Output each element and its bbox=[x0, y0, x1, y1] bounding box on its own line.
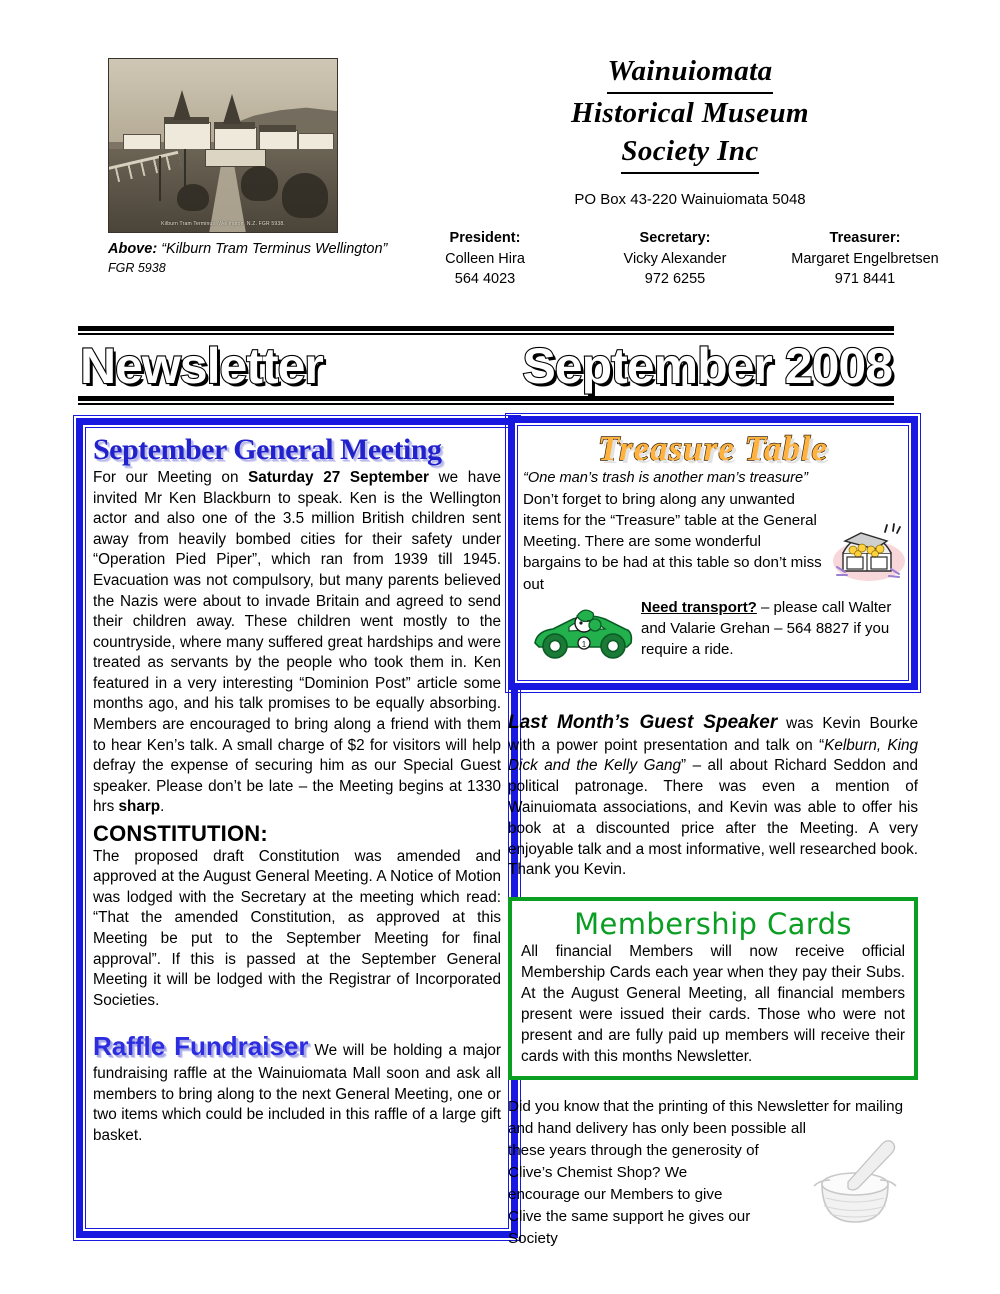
transport-label: Need transport? bbox=[641, 598, 757, 616]
meeting-body-part-2: we have invited Mr Ken Blackburn to speak. Ken is the Wellington actor and also one of the 3.5 million British children sent away from heavily bombed cities for their safety under “Operation Pied Piper”, which ran from 1939 till 1945. Evacuation was not compulsory, but many parents believed the Nazis were about to invade Britain and agreed to send their children away. These children went mostly to the countryside, where many suffered great hardships and were treated as servants by the people who took them in. Ken featured in a very interesting “Dominion Post” article some months ago, and his talk promises to be equally absorbing. Members are encouraged to bring along a friend with them to hear Ken’s talk. A small charge of $2 for visitors will help defray the expense of securing him as our Special Guest speaker. Please don’t be late – the Meeting begins at 1330 hrs bbox=[93, 469, 501, 816]
guest-speaker-body-1: was Kevin Bourke with a power point presentation and talk on “ bbox=[508, 714, 918, 754]
officer-phone: 972 6255 bbox=[644, 271, 706, 288]
treasure-table-content bbox=[515, 423, 911, 683]
guest-speaker-section bbox=[508, 710, 918, 881]
left-column-content bbox=[83, 425, 511, 1156]
newsletter-banner bbox=[78, 326, 894, 405]
treasure-body: Don’t forget to bring along any unwanted items for the “Treasure” table at the General Meeting. There are some wonderful bargains to be had at this table so don’t miss out bbox=[523, 491, 822, 593]
membership-cards-box bbox=[508, 897, 918, 1080]
photo-embedded-caption: Kilburn Tram Terminus, Wellington. N.Z. FGR 5938. bbox=[161, 221, 285, 227]
raffle-body: We will be holding a major fundraising raffle at the Wainuiomata Mall soon and ask all members to bring along to the next General Meeting, one or two items which could be included in this raffle of a large gift basket. bbox=[93, 1042, 501, 1144]
banner-rule-bottom-thick bbox=[78, 396, 894, 401]
banner-issue-date: September 2008 bbox=[522, 338, 892, 394]
officer-treasurer bbox=[770, 228, 960, 290]
membership-cards-body: All financial Members will now receive official Membership Cards each year when they pay their Subs. At the August General Meeting, all financial members present were issued their cards. Those who were not present and are fully paid up members will receive their cards with this months Newsletter. bbox=[521, 942, 905, 1066]
raffle-body-wrap bbox=[93, 1029, 501, 1146]
banner-row bbox=[78, 338, 894, 394]
meeting-sharp: sharp bbox=[118, 798, 161, 816]
officer-president bbox=[390, 228, 580, 290]
guest-speaker-body-2: ” – all about Richard Seddon and political patronage. There was even a mention of Wainuiomata associations, and Kevin was able to offer his book at a discounted price after the Meeting. A very enjoyable talk and a most informative, well researched book. Thank you Kevin. bbox=[508, 757, 918, 879]
treasure-table-box bbox=[508, 416, 918, 690]
organisation-title bbox=[430, 52, 950, 174]
constitution-heading: CONSTITUTION: bbox=[93, 820, 268, 846]
raffle-fundraiser-heading: Raffle Fundraiser bbox=[93, 1031, 309, 1062]
transport-text bbox=[641, 597, 903, 660]
svg-text:1: 1 bbox=[581, 639, 587, 649]
membership-cards-heading: Membership Cards bbox=[574, 907, 852, 942]
guest-speaker-heading: Last Month’s Guest Speaker bbox=[508, 711, 778, 733]
green-car-icon bbox=[529, 601, 637, 663]
transport-section bbox=[523, 597, 903, 675]
officer-secretary bbox=[580, 228, 770, 290]
org-title-line-3: Society Inc bbox=[621, 132, 758, 174]
photo-block bbox=[108, 58, 388, 276]
mortar-and-pestle-icon bbox=[796, 1136, 914, 1232]
organisation-title-block bbox=[430, 52, 950, 208]
officer-name: Colleen Hira bbox=[445, 250, 525, 267]
banner-rule-bottom-thin bbox=[78, 403, 894, 405]
officer-phone: 564 4023 bbox=[454, 271, 516, 288]
meeting-date: Saturday 27 September bbox=[248, 469, 429, 487]
photo-caption-title: “Kilburn Tram Terminus Wellington” bbox=[161, 241, 388, 257]
officer-role: Treasurer: bbox=[829, 230, 901, 246]
officer-role: Secretary: bbox=[639, 230, 711, 246]
constitution-body: The proposed draft Constitution was amended and approved at the August General Meeting. A Notice of Motion was lodged with the Secretary at the meeting which read: “That the amended Constitution, as approved at this Meeting be put to the September Meeting for final approval”. If this is passed at the September General Meeting it will be lodged with the Registrar of Incorporated Societies. bbox=[93, 847, 501, 1009]
meeting-body-part-1: For our Meeting on bbox=[93, 469, 249, 487]
right-column bbox=[508, 416, 918, 1250]
photo-credit: FGR 5938 bbox=[108, 260, 166, 275]
org-title-line-2: Historical Museum bbox=[570, 96, 810, 129]
historic-photo bbox=[108, 58, 338, 233]
meeting-body bbox=[93, 468, 501, 818]
banner-rule-top-thick bbox=[78, 326, 894, 331]
masthead bbox=[0, 0, 1000, 305]
photo-tram-shelter bbox=[205, 149, 266, 167]
guest-speaker-book-title: Kelburn, King Dick and the Kelly Gang bbox=[508, 736, 919, 775]
treasure-chest-icon bbox=[825, 519, 909, 585]
clive-chemist-section bbox=[508, 1096, 918, 1250]
officer-role: President: bbox=[449, 230, 521, 246]
left-column bbox=[76, 418, 518, 1238]
left-column-box bbox=[76, 418, 518, 1238]
meeting-body-part-3: . bbox=[160, 798, 165, 816]
photo-caption bbox=[108, 240, 388, 260]
postal-address: PO Box 43-220 Wainuiomata 5048 bbox=[574, 190, 806, 208]
officers-list bbox=[390, 228, 960, 290]
treasure-table-heading: Treasure Table bbox=[597, 429, 829, 468]
photo-caption-label: Above: bbox=[108, 241, 158, 257]
banner-title: Newsletter bbox=[80, 338, 323, 394]
treasure-quote: “One man’s trash is another man’s treasure” bbox=[523, 470, 808, 487]
org-title-line-1: Wainuiomata bbox=[607, 52, 772, 94]
september-general-meeting-heading: September General Meeting bbox=[93, 433, 442, 466]
raffle-section bbox=[93, 1029, 501, 1146]
officer-phone: 971 8441 bbox=[834, 271, 896, 288]
officer-name: Margaret Engelbretsen bbox=[791, 250, 939, 267]
banner-rule-top-thin bbox=[78, 333, 894, 335]
clive-body-narrow: these years through the generosity of Clive’s Chemist Shop? We encourage our Members to give Clive the same support he gives our Society bbox=[508, 1142, 759, 1248]
officer-name: Vicky Alexander bbox=[623, 250, 727, 267]
transport-body: – please call Walter and Valarie Grehan – 564 8827 if you require a ride. bbox=[641, 598, 892, 658]
clive-body-wide: Did you know that the printing of this Newsletter for mailing and hand delivery has only been possible all bbox=[508, 1098, 904, 1138]
